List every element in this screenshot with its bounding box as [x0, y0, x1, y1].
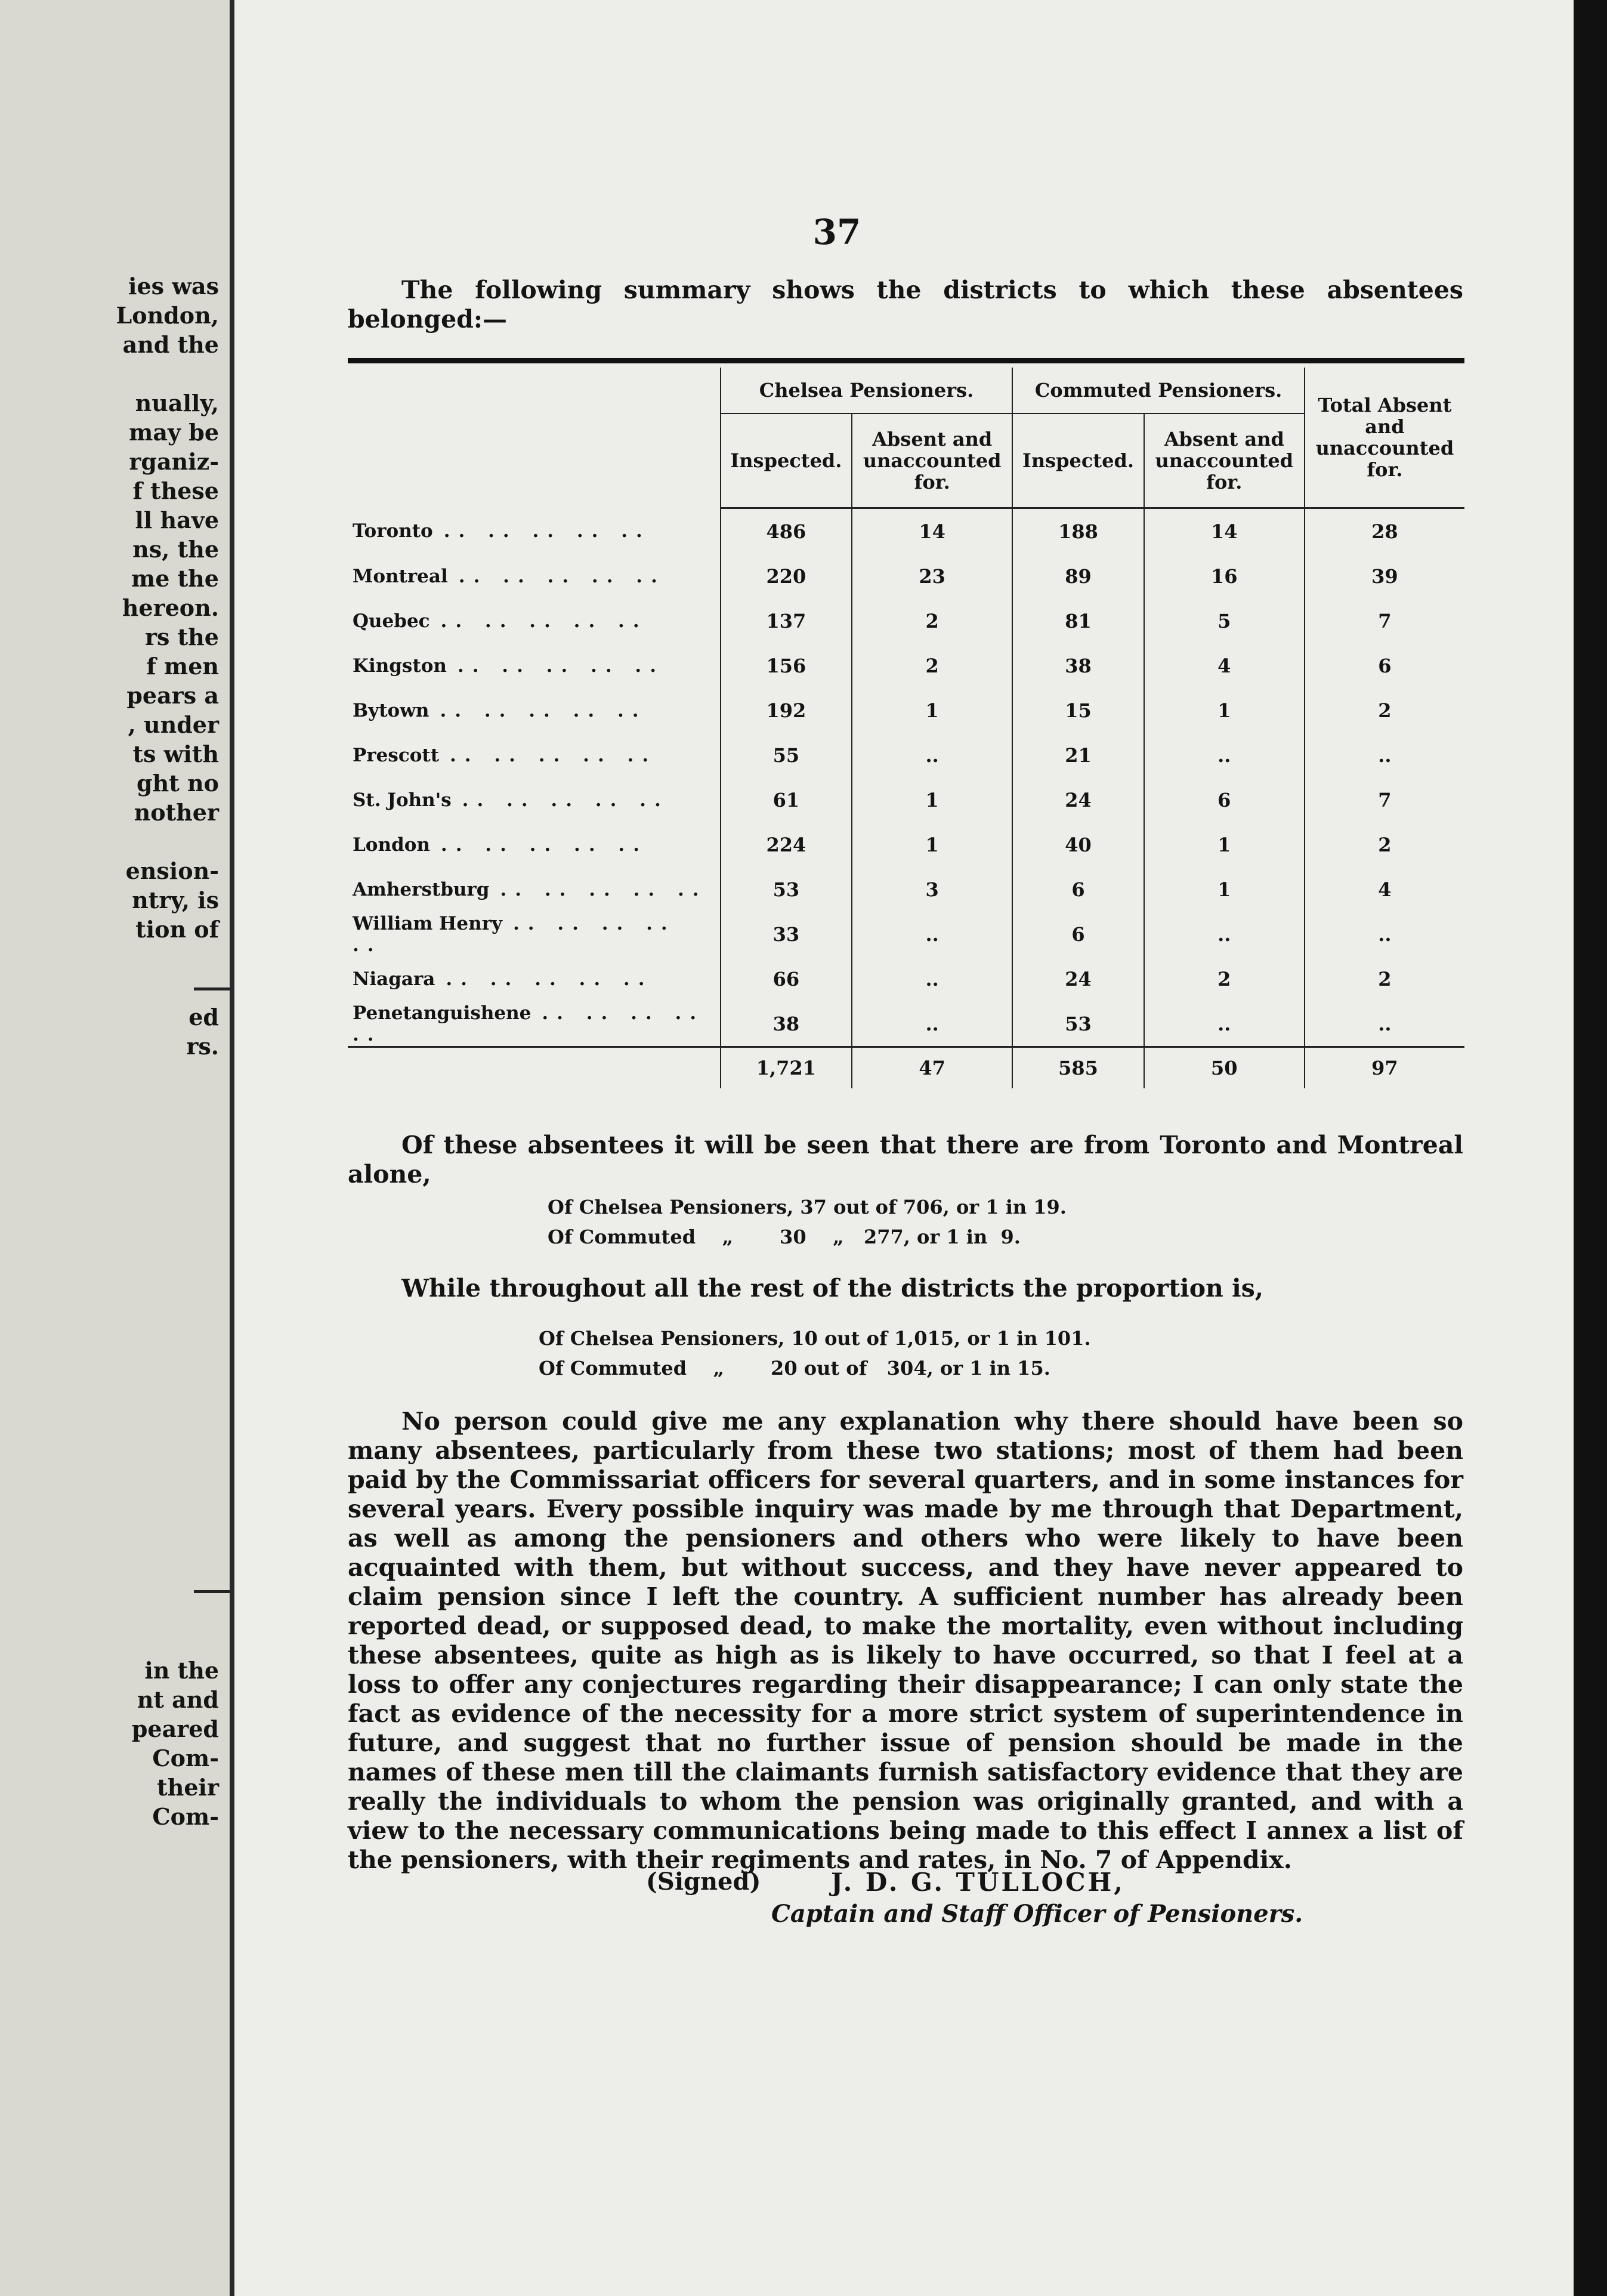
- commuted-inspected-cell: 24: [1012, 777, 1144, 822]
- commuted-inspected-cell: 188: [1012, 508, 1144, 554]
- document-page: [234, 0, 1574, 2296]
- table-row: [348, 688, 1464, 733]
- district-cell: [348, 598, 721, 643]
- chelsea-absent-cell: 1: [852, 822, 1012, 867]
- commuted-inspected-cell: 15: [1012, 688, 1144, 733]
- chelsea-absent-cell: 2: [852, 643, 1012, 688]
- chelsea-absent-cell: 1: [852, 688, 1012, 733]
- signed-label: (Signed): [646, 1868, 761, 1896]
- chelsea-absent-cell: ..: [852, 733, 1012, 777]
- leader-dots: .. .. .. .. ..: [443, 520, 651, 542]
- total-absent-cell: 2: [1305, 956, 1464, 1001]
- district-name: Quebec: [353, 610, 430, 632]
- facing-page-rule: [194, 987, 230, 990]
- facing-page-line: f these: [132, 477, 219, 504]
- total-absent-cell: 6: [1305, 643, 1464, 688]
- table-row: [348, 777, 1464, 822]
- facing-page-line: their: [157, 1774, 219, 1801]
- facing-page-line: pears a: [126, 682, 219, 709]
- district-name: Amherstburg: [353, 878, 490, 900]
- commuted-absent-cell: 14: [1144, 508, 1305, 554]
- chelsea-inspected-cell: 38: [721, 1001, 852, 1047]
- table-row: [348, 598, 1464, 643]
- facing-page-line: London,: [116, 302, 219, 329]
- district-cell: [348, 733, 721, 777]
- commuted-absent-cell: 1: [1144, 688, 1305, 733]
- table-row: [348, 1001, 1464, 1047]
- table-row: [348, 643, 1464, 688]
- ratio-commuted-a: Of Commuted „ 30 „ 277, or 1 in 9.: [548, 1226, 1021, 1248]
- facing-page-line: Com-: [152, 1745, 219, 1772]
- commuted-absent-cell: ..: [1144, 733, 1305, 777]
- facing-page-line: rs the: [144, 624, 219, 650]
- table-row: [348, 508, 1464, 554]
- facing-page-line: may be: [129, 419, 219, 446]
- total-absent-cell: 7: [1305, 777, 1464, 822]
- total-absent-cell: 4: [1305, 867, 1464, 912]
- commuted-inspected-cell: 6: [1012, 867, 1144, 912]
- commuted-absent-cell: ..: [1144, 912, 1305, 956]
- facing-page-line: ght no: [137, 770, 219, 797]
- facing-page-line: in the: [144, 1657, 219, 1684]
- district-cell: [348, 554, 721, 598]
- chelsea-inspected-total: 1,721: [721, 1047, 852, 1089]
- chelsea-inspected-cell: 220: [721, 554, 852, 598]
- table-row: [348, 554, 1464, 598]
- facing-page-line: ntry, is: [132, 887, 219, 914]
- facing-page-line: , under: [128, 711, 219, 738]
- facing-page-line: f men: [146, 653, 219, 680]
- facing-page-line: ll have: [135, 507, 219, 533]
- commuted-absent-cell: 1: [1144, 867, 1305, 912]
- district-cell: [348, 912, 721, 956]
- total-absent-total: 97: [1305, 1047, 1464, 1089]
- leader-dots: .. .. .. .. ..: [353, 912, 676, 956]
- chelsea-absent-cell: 23: [852, 554, 1012, 598]
- commuted-absent-cell: 5: [1144, 598, 1305, 643]
- district-name: St. John's: [353, 789, 452, 811]
- chelsea-absent-cell: ..: [852, 912, 1012, 956]
- chelsea-inspected-cell: 156: [721, 643, 852, 688]
- commuted-inspected-header: Inspected.: [1012, 413, 1144, 508]
- table-row: [348, 822, 1464, 867]
- totals-label-cell: [348, 1047, 721, 1089]
- commuted-absent-cell: 4: [1144, 643, 1305, 688]
- commuted-inspected-cell: 89: [1012, 554, 1144, 598]
- district-name: Kingston: [353, 655, 447, 677]
- district-cell: [348, 1001, 721, 1047]
- commuted-inspected-cell: 6: [1012, 912, 1144, 956]
- chelsea-inspected-cell: 33: [721, 912, 852, 956]
- chelsea-absent-cell: ..: [852, 1001, 1012, 1047]
- leader-dots: .. .. .. .. ..: [462, 789, 669, 811]
- total-absent-cell: ..: [1305, 733, 1464, 777]
- commuted-absent-cell: ..: [1144, 1001, 1305, 1047]
- chelsea-inspected-cell: 486: [721, 508, 852, 554]
- facing-page-line: tion of: [135, 916, 219, 943]
- leader-dots: .. .. .. .. ..: [440, 699, 647, 721]
- chelsea-inspected-cell: 61: [721, 777, 852, 822]
- facing-page-line: hereon.: [122, 594, 219, 621]
- page-number: 37: [812, 212, 861, 252]
- leader-dots: .. .. .. .. ..: [353, 1002, 705, 1045]
- district-name: Toronto: [353, 520, 433, 542]
- signatory-title: Captain and Staff Officer of Pensioners.: [771, 1900, 1303, 1928]
- scan-edge: [1574, 0, 1607, 2296]
- district-name: Prescott: [353, 744, 440, 766]
- leader-dots: .. .. .. .. ..: [440, 834, 648, 856]
- leader-dots: .. .. .. .. ..: [440, 610, 648, 632]
- intro-paragraph: The following summary shows the districts to which these absentees belonged:—: [348, 276, 1463, 334]
- total-absent-cell: 28: [1305, 508, 1464, 554]
- commuted-absent-cell: 6: [1144, 777, 1305, 822]
- district-name: Penetanguishene: [353, 1002, 531, 1024]
- total-absent-cell: 2: [1305, 822, 1464, 867]
- facing-page-line: ies was: [128, 273, 219, 300]
- leader-dots: .. .. .. .. ..: [458, 565, 666, 587]
- district-cell: [348, 688, 721, 733]
- facing-page-fragment: [0, 0, 230, 2296]
- facing-page-line: ts with: [132, 740, 219, 767]
- chelsea-absent-cell: 3: [852, 867, 1012, 912]
- rest-paragraph: While throughout all the rest of the districts the proportion is,: [401, 1274, 1264, 1303]
- commuted-inspected-cell: 81: [1012, 598, 1144, 643]
- facing-page-rule: [194, 1590, 230, 1593]
- commuted-absent-total: 50: [1144, 1047, 1305, 1089]
- district-name: London: [353, 834, 430, 856]
- district-cell: [348, 822, 721, 867]
- commuted-absent-cell: 16: [1144, 554, 1305, 598]
- main-paragraph: No person could give me any explanation why there should have been so many absentees, particularly from these two stations; most of them had been paid by the Commissariat officers for several quarters, and in some instances for several years. Every possible inquiry was made by me through that Department, as well as among the pensioners and others who were likely to have been acquainted with them, but without success, and they have never appeared to claim pension since I left the country. A sufficient number has already been reported dead, or supposed dead, to make the mortality, even without including these absentees, quite as high as is likely to have occurred, so that I feel at a loss to offer any conjectures regarding their disappearance; I can only state the fact as evidence of the necessity for a more strict system of superintendence in future, and suggest that no further issue of pension should be made in the names of these men till the claimants furnish satisfactory evidence that they are really the individuals to whom the pension was originally granted, and with a view to the necessary communications being made to this effect I annex a list of the pensioners, with their regiments and rates, in No. 7 of Appendix.: [348, 1407, 1463, 1874]
- facing-page-line: ension-: [125, 857, 219, 884]
- total-absent-cell: ..: [1305, 912, 1464, 956]
- table-row: [348, 912, 1464, 956]
- facing-page-line: peared: [131, 1715, 219, 1742]
- total-absent-cell: 39: [1305, 554, 1464, 598]
- facing-page-line: me the: [131, 565, 219, 592]
- leader-dots: .. .. .. .. ..: [446, 968, 653, 990]
- leader-dots: .. .. .. .. ..: [500, 878, 707, 900]
- commuted-inspected-cell: 53: [1012, 1001, 1144, 1047]
- chelsea-inspected-cell: 66: [721, 956, 852, 1001]
- chelsea-absent-cell: ..: [852, 956, 1012, 1001]
- district-cell: [348, 867, 721, 912]
- district-name: William Henry: [353, 912, 502, 934]
- chelsea-group-header: Chelsea Pensioners.: [721, 368, 1013, 413]
- facing-page-line: nother: [134, 799, 219, 826]
- commuted-inspected-cell: 38: [1012, 643, 1144, 688]
- chelsea-inspected-cell: 224: [721, 822, 852, 867]
- district-cell: [348, 956, 721, 1001]
- district-header: [348, 368, 721, 508]
- commuted-inspected-cell: 24: [1012, 956, 1144, 1001]
- toronto-montreal-paragraph: Of these absentees it will be seen that there are from Toronto and Montreal alone,: [348, 1131, 1463, 1189]
- facing-page-line: Com-: [152, 1803, 219, 1830]
- chelsea-absent-cell: 2: [852, 598, 1012, 643]
- chelsea-inspected-cell: 53: [721, 867, 852, 912]
- facing-page-line: ed: [188, 1004, 219, 1030]
- chelsea-absent-header: Absent and unaccounted for.: [852, 413, 1012, 508]
- chelsea-inspected-cell: 192: [721, 688, 852, 733]
- totals-row: [348, 1047, 1464, 1089]
- facing-page-line: rs.: [186, 1033, 219, 1060]
- commuted-inspected-cell: 21: [1012, 733, 1144, 777]
- facing-page-line: nt and: [137, 1686, 219, 1713]
- district-cell: [348, 777, 721, 822]
- chelsea-absent-cell: 14: [852, 508, 1012, 554]
- table-row: [348, 867, 1464, 912]
- facing-page-line: rganiz-: [129, 448, 219, 475]
- leader-dots: .. .. .. .. ..: [457, 655, 665, 677]
- district-cell: [348, 643, 721, 688]
- page-gutter: [230, 0, 234, 2296]
- commuted-absent-cell: 2: [1144, 956, 1305, 1001]
- chelsea-inspected-cell: 55: [721, 733, 852, 777]
- table-top-rule: [348, 358, 1464, 363]
- chelsea-absent-total: 47: [852, 1047, 1012, 1089]
- facing-page-line: and the: [122, 331, 219, 358]
- total-absent-cell: 2: [1305, 688, 1464, 733]
- chelsea-inspected-header: Inspected.: [721, 413, 852, 508]
- commuted-group-header: Commuted Pensioners.: [1012, 368, 1305, 413]
- total-absent-cell: 7: [1305, 598, 1464, 643]
- commuted-absent-cell: 1: [1144, 822, 1305, 867]
- table-row: [348, 733, 1464, 777]
- total-absent-cell: ..: [1305, 1001, 1464, 1047]
- leader-dots: .. .. .. .. ..: [450, 744, 657, 766]
- ratio-commuted-b: Of Commuted „ 20 out of 304, or 1 in 15.: [539, 1357, 1050, 1380]
- commuted-inspected-total: 585: [1012, 1047, 1144, 1089]
- commuted-absent-header: Absent and unaccounted for.: [1144, 413, 1305, 508]
- signatory-name: J. D. G. TULLOCH,: [831, 1868, 1125, 1897]
- ratio-chelsea-b: Of Chelsea Pensioners, 10 out of 1,015, or 1 in 101.: [539, 1327, 1091, 1350]
- facing-page-line: nually,: [135, 390, 219, 416]
- table-row: [348, 956, 1464, 1001]
- ratio-chelsea-a: Of Chelsea Pensioners, 37 out of 706, or 1 in 19.: [548, 1196, 1067, 1218]
- summary-table: [348, 368, 1464, 1088]
- district-name: Niagara: [353, 968, 435, 990]
- district-name: Montreal: [353, 565, 448, 587]
- commuted-inspected-cell: 40: [1012, 822, 1144, 867]
- district-cell: [348, 508, 721, 554]
- total-header: Total Absent and unaccounted for.: [1305, 368, 1464, 508]
- chelsea-absent-cell: 1: [852, 777, 1012, 822]
- facing-page-line: ns, the: [132, 536, 219, 563]
- district-name: Bytown: [353, 699, 429, 721]
- chelsea-inspected-cell: 137: [721, 598, 852, 643]
